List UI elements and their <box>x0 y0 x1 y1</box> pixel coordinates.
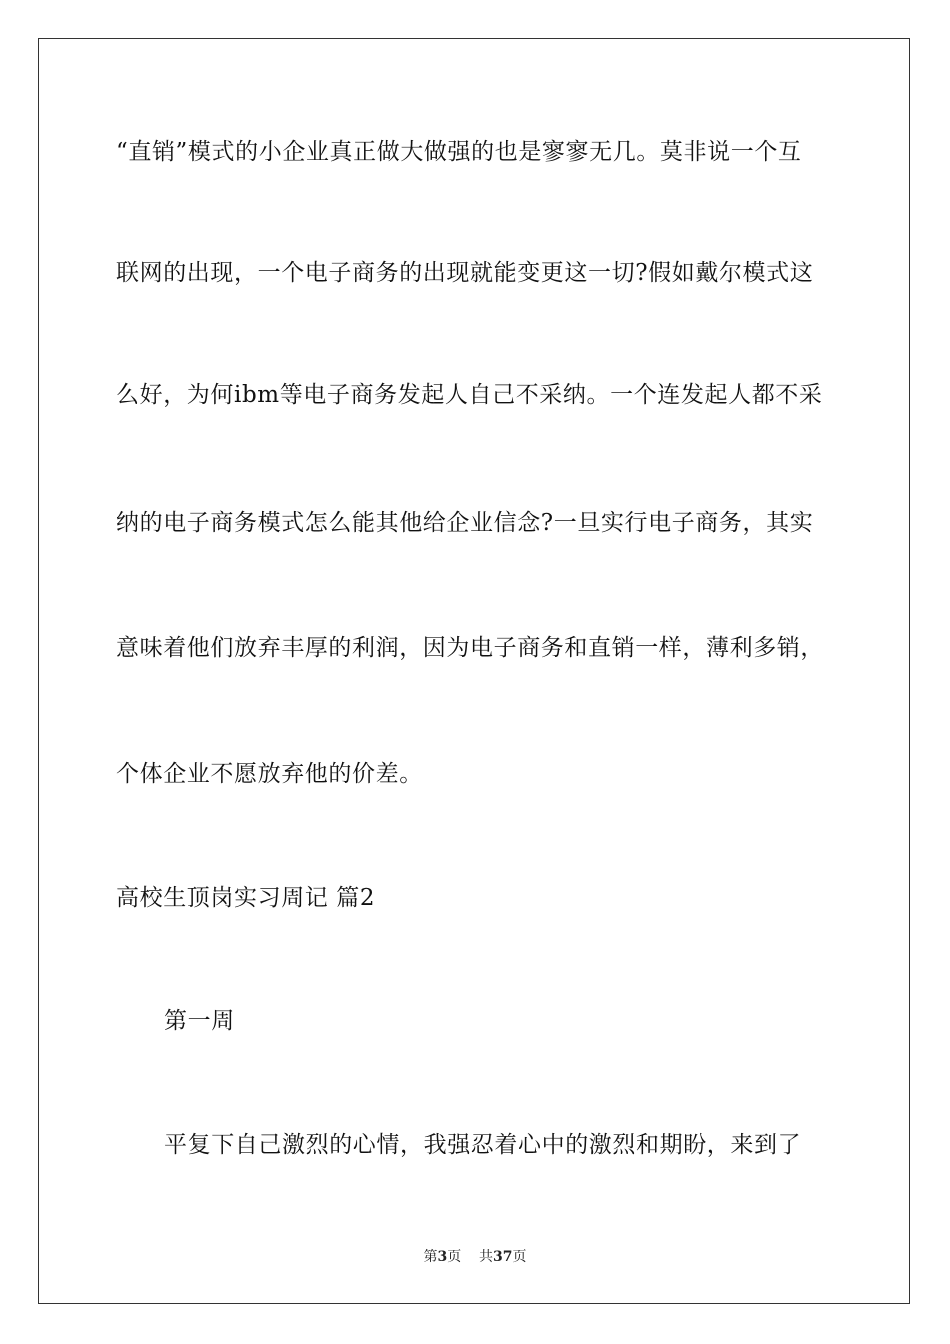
paragraph-line-1: “直销”模式的小企业真正做大做强的也是寥寥无几。莫非说一个互 <box>116 139 802 165</box>
footer-total-prefix: 共 <box>479 1249 494 1265</box>
footer-page-suffix: 页 <box>447 1249 462 1265</box>
page-footer <box>0 1248 950 1266</box>
body-line: 平复下自己激烈的心情，我强忍着心中的激烈和期盼，来到了 <box>164 1132 802 1158</box>
footer-total-pages: 37 <box>493 1249 513 1265</box>
paragraph-line-2: 联网的出现，一个电子商务的出现就能变更这一切?假如戴尔模式这 <box>116 260 814 286</box>
footer-page-prefix: 第 <box>423 1249 438 1265</box>
paragraph-line-4: 纳的电子商务模式怎么能其他给企业信念?一旦实行电子商务，其实 <box>116 510 814 536</box>
week-heading: 第一周 <box>164 1008 235 1034</box>
paragraph-line-3: 么好，为何ibm等电子商务发起人自己不采纳。一个连发起人都不采 <box>116 382 823 408</box>
footer-page-number: 3 <box>437 1249 448 1265</box>
footer-total-suffix: 页 <box>512 1249 527 1265</box>
page-border <box>38 38 910 1304</box>
paragraph-line-6: 个体企业不愿放弃他的价差。 <box>116 761 423 787</box>
section-title: 高校生顶岗实习周记 篇2 <box>116 885 376 911</box>
paragraph-line-5: 意味着他们放弃丰厚的利润，因为电子商务和直销一样，薄利多销， <box>116 635 824 661</box>
